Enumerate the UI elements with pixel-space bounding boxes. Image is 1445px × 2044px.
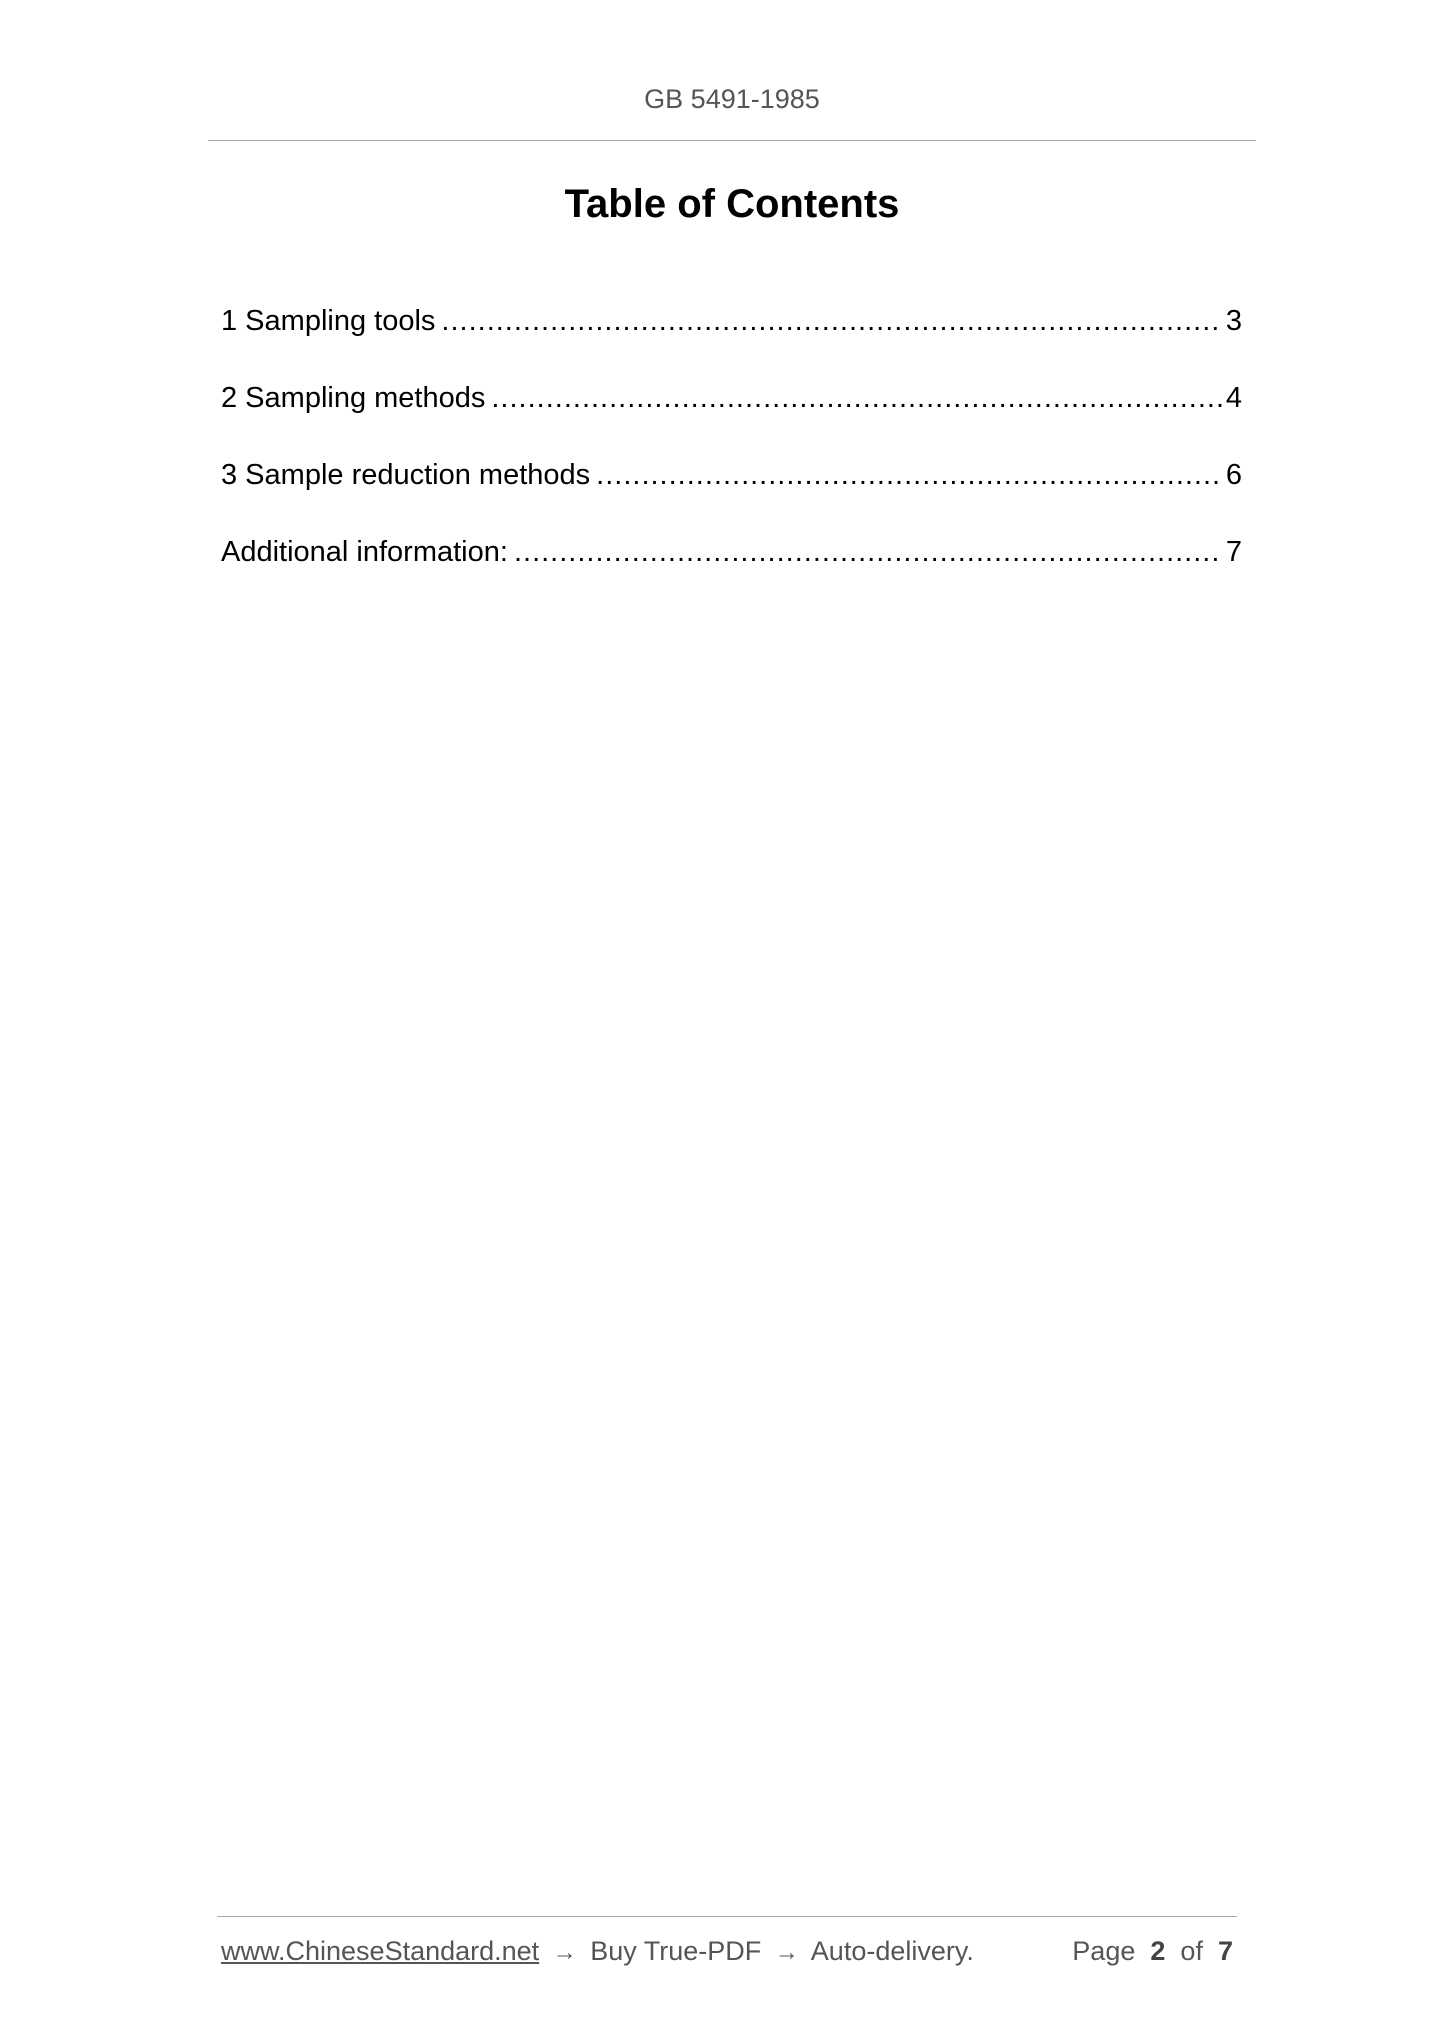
- toc-entry-label: 3 Sample reduction methods: [221, 459, 591, 491]
- buy-true-pdf-text: Buy True-PDF: [590, 1936, 762, 1966]
- toc-entry-sampling-tools[interactable]: [221, 304, 1242, 381]
- arrow-right-icon: →: [774, 1939, 799, 1966]
- toc-dot-leader: [514, 535, 1223, 569]
- page-word: Page: [1072, 1936, 1136, 1966]
- auto-delivery-text: Auto-delivery.: [810, 1936, 974, 1966]
- of-word: of: [1180, 1936, 1203, 1966]
- toc-entry-page-number: 3: [1225, 305, 1242, 337]
- toc-entry-label: 1 Sampling tools: [221, 305, 436, 337]
- toc-entry-label: 2 Sampling methods: [221, 382, 486, 414]
- toc-dot-leader: [491, 381, 1222, 415]
- toc-dot-leader: [596, 458, 1223, 492]
- toc-title: Table of Contents: [564, 182, 900, 226]
- toc-entry-page-number: 4: [1225, 382, 1242, 414]
- page-footer: [221, 1936, 1233, 1972]
- arrow-right-icon: →: [552, 1939, 577, 1966]
- current-page-number: 2: [1150, 1936, 1166, 1966]
- header-divider: [208, 140, 1256, 141]
- toc-dot-leader: [441, 304, 1222, 338]
- toc-entry-page-number: 7: [1225, 536, 1242, 568]
- toc-entry-sample-reduction-methods[interactable]: [221, 458, 1242, 535]
- footer-divider: [217, 1916, 1237, 1917]
- toc-entry-label: Additional information:: [221, 536, 508, 568]
- toc-entry-additional-information[interactable]: [221, 535, 1242, 612]
- page-header-standard-code: GB 5491-1985: [644, 84, 820, 114]
- footer-promo: [221, 1936, 974, 1967]
- website-link[interactable]: www.ChineseStandard.net: [221, 1936, 540, 1966]
- total-pages-number: 7: [1217, 1936, 1233, 1966]
- toc-entry-page-number: 6: [1225, 459, 1242, 491]
- page-counter: [1072, 1936, 1233, 1967]
- toc-list: [221, 304, 1242, 612]
- toc-entry-sampling-methods[interactable]: [221, 381, 1242, 458]
